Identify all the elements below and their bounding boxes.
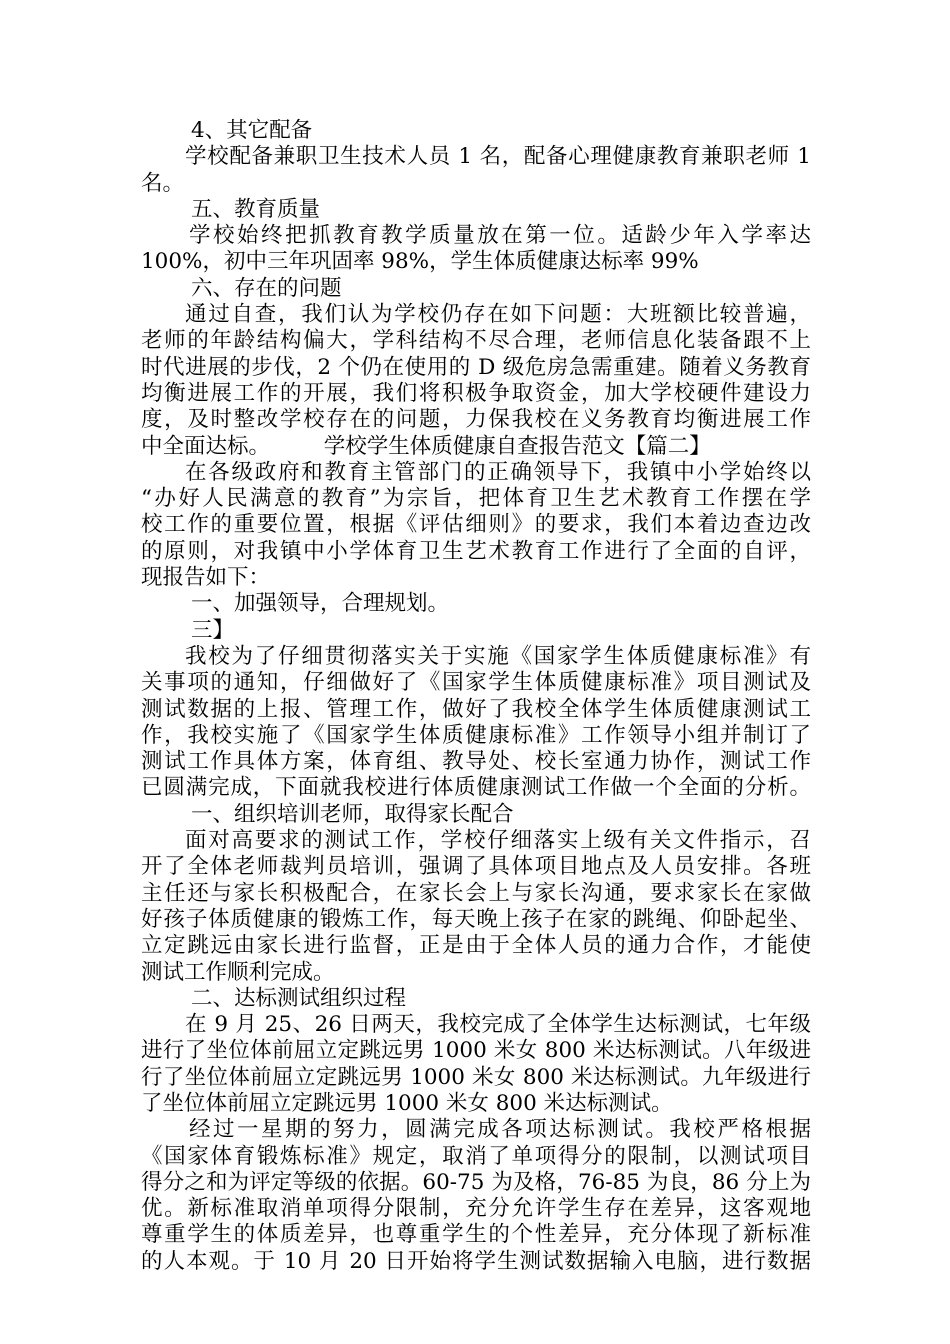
text-line: 了坐位体前屈立定跳远男 1000 米女 800 米达标测试。 [141, 1090, 673, 1116]
text-line: 度，及时整改学校存在的问题，力保我校在义务教育均衡进展工作 [141, 407, 811, 433]
text-line: 中全面达标。 学校学生体质健康自查报告范文【篇二】 [141, 433, 711, 459]
text-line: 学校始终把抓教育教学质量放在第一位。适龄少年入学率达 [189, 223, 811, 249]
text-line: 学校配备兼职卫生技术人员 1 名，配备心理健康教育兼职老师 1 [185, 144, 811, 170]
text-line: 在各级政府和教育主管部门的正确领导下，我镇中小学始终以 [185, 459, 811, 485]
text-line: 尊重学生的体质差异，也尊重学生的个性差异，充分体现了新标准 [141, 1222, 811, 1248]
text-line: 4、其它配备 [191, 118, 313, 143]
text-line: 优。新标准取消单项得分限制，充分允许学生存在差异，这客观地 [141, 1196, 811, 1222]
text-line: 行了坐位体前屈立定跳远男 1000 米女 800 米达标测试。九年级进行 [141, 1064, 811, 1090]
text-line: 测试工作顺利完成。 [141, 959, 335, 985]
text-line: 已圆满完成，下面就我校进行体质健康测试工作做一个全面的分析。 [141, 775, 811, 801]
text-line: 六、存在的问题 [191, 275, 342, 301]
text-line: 在 9 月 25、26 日两天，我校完成了全体学生达标测试，七年级 [185, 1012, 811, 1038]
document-body [141, 118, 811, 1275]
text-line: 名。 [141, 170, 185, 196]
text-line: 老师的年龄结构偏大，学科结构不尽合理，老师信息化装备跟不上 [141, 328, 811, 354]
text-line: 测试工作具体方案，体育组、教导处、校长室通力协作，测试工作 [141, 749, 811, 775]
text-line: 五、教育质量 [191, 196, 321, 222]
text-line: 现报告如下： [141, 565, 271, 591]
text-line: 进行了坐位体前屈立定跳远男 1000 米女 800 米达标测试。八年级进 [141, 1038, 811, 1064]
text-line: 主任还与家长积极配合，在家长会上与家长沟通，要求家长在家做 [141, 880, 811, 906]
text-line: 经过一星期的努力，圆满完成各项达标测试。我校严格根据 [189, 1117, 811, 1143]
text-line: 《国家体育锻炼标准》规定，取消了单项得分的限制，以测试项目 [141, 1143, 811, 1169]
text-line: 立定跳远由家长进行监督，正是由于全体人员的通力合作，才能使 [141, 933, 811, 959]
text-line: 得分之和为评定等级的依据。60-75 为及格，76-85 为良，86 分上为 [141, 1169, 811, 1195]
text-line: 100%，初中三年巩固率 98%，学生体质健康达标率 99% [141, 249, 699, 275]
text-line: 测试数据的上报、管理工作，做好了我校全体学生体质健康测试工 [141, 696, 811, 722]
text-line: 好孩子体质健康的锻炼工作，每天晚上孩子在家的跳绳、仰卧起坐、 [141, 906, 811, 932]
text-line: 二、达标测试组织过程 [191, 985, 407, 1011]
text-line: 的原则，对我镇中小学体育卫生艺术教育工作进行了全面的自评， [141, 538, 811, 564]
text-line: 我校为了仔细贯彻落实关于实施《国家学生体质健康标准》有 [185, 643, 811, 669]
text-line: 开了全体老师裁判员培训，强调了具体项目地点及人员安排。各班 [141, 854, 811, 880]
text-line: 时代进展的步伐，2 个仍在使用的 D 级危房急需重建。随着义务教育 [141, 354, 811, 380]
text-line: 的人本观。于 10 月 20 日开始将学生测试数据输入电脑，进行数据 [141, 1248, 811, 1274]
text-line: 作，我校实施了《国家学生体质健康标准》工作领导小组并制订了 [141, 722, 811, 748]
text-line: 通过自查，我们认为学校仍存在如下问题：大班额比较普遍， [185, 302, 811, 328]
text-line: 关事项的通知，仔细做好了《国家学生体质健康标准》项目测试及 [141, 670, 811, 696]
text-line: 校工作的重要位置，根据《评估细则》的要求，我们本着边查边改 [141, 512, 811, 538]
text-line: “办好人民满意的教育”为宗旨，把体育卫生艺术教育工作摆在学 [141, 486, 811, 512]
text-line: 一、组织培训老师，取得家长配合 [191, 801, 514, 827]
text-line: 三】 [191, 617, 235, 643]
text-line: 面对高要求的测试工作，学校仔细落实上级有关文件指示，召 [185, 828, 811, 854]
text-line: 一、加强领导，合理规划。 [191, 591, 450, 617]
text-line: 均衡进展工作的开展，我们将积极争取资金，加大学校硬件建设力 [141, 380, 811, 406]
